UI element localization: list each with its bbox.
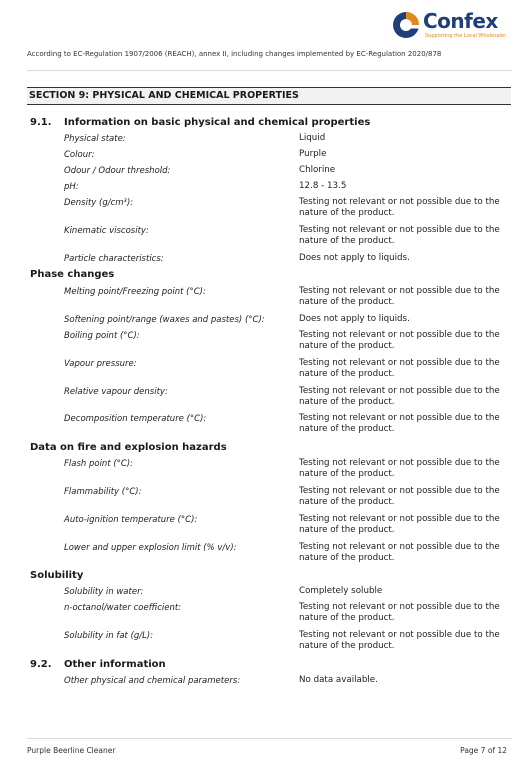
property-label: Odour / Odour threshold:	[64, 166, 171, 176]
brand-name: Confex	[423, 9, 498, 33]
property-value: Testing not relevant or not possible due to the nature of the product.	[299, 602, 500, 623]
property-label: Flammability (°C):	[64, 487, 142, 497]
property-label: Kinematic viscosity:	[64, 226, 149, 236]
subsection-title-9-2: Other information	[64, 659, 166, 670]
property-value: Testing not relevant or not possible due to the nature of the product.	[299, 225, 500, 246]
footer-divider	[27, 738, 512, 739]
property-label: n-octanol/water coefficient:	[64, 603, 182, 613]
footer-page-number: Page 7 of 12	[460, 746, 507, 755]
property-label: Decomposition temperature (°C):	[64, 414, 207, 424]
property-value: Testing not relevant or not possible due to the nature of the product.	[299, 286, 500, 307]
property-value: Testing not relevant or not possible due to the nature of the product.	[299, 413, 500, 434]
property-value: Testing not relevant or not possible due to the nature of the product.	[299, 514, 500, 535]
property-label: Boiling point (°C):	[64, 331, 140, 341]
property-value: Testing not relevant or not possible due to the nature of the product.	[299, 358, 500, 379]
property-label: Other physical and chemical parameters:	[64, 676, 241, 686]
property-label: Flash point (°C):	[64, 459, 134, 469]
subsection-title-9-1: Information on basic physical and chemical properties	[64, 117, 371, 128]
property-value: Liquid	[299, 133, 326, 143]
section-title: SECTION 9: PHYSICAL AND CHEMICAL PROPERTIES	[27, 87, 511, 105]
property-label: Softening point/range (waxes and pastes) (°C):	[64, 315, 265, 325]
property-value: Testing not relevant or not possible due to the nature of the product.	[299, 486, 500, 507]
property-value: Testing not relevant or not possible due to the nature of the product.	[299, 542, 500, 563]
property-value: Testing not relevant or not possible due to the nature of the product.	[299, 630, 500, 651]
property-label: Lower and upper explosion limit (% v/v):	[64, 543, 237, 553]
property-value: No data available.	[299, 675, 378, 685]
brand-tagline: Supporting the Local Wholesaler	[425, 33, 507, 39]
property-value: Testing not relevant or not possible due to the nature of the product.	[299, 197, 500, 218]
subsection-number-9-1: 9.1.	[30, 117, 52, 128]
property-value: 12.8 - 13.5	[299, 181, 347, 191]
property-value: Purple	[299, 149, 327, 159]
regulation-note: According to EC-Regulation 1907/2006 (REACH), annex II, including changes implemented by EC-Regulation 2020/878	[27, 50, 442, 58]
group-title-phase-changes: Phase changes	[30, 269, 115, 280]
property-value: Does not apply to liquids.	[299, 253, 410, 263]
property-label: Vapour pressure:	[64, 359, 137, 369]
property-value: Chlorine	[299, 165, 336, 175]
brand-logo	[392, 9, 512, 43]
property-label: Relative vapour density:	[64, 387, 168, 397]
property-label: Solubility in water:	[64, 587, 144, 597]
property-label: Density (g/cm³):	[64, 198, 134, 208]
property-value: Testing not relevant or not possible due to the nature of the product.	[299, 330, 500, 351]
subsection-number-9-2: 9.2.	[30, 659, 52, 670]
property-label: Solubility in fat (g/L):	[64, 631, 154, 641]
property-value: Does not apply to liquids.	[299, 314, 410, 324]
property-value: Testing not relevant or not possible due to the nature of the product.	[299, 458, 500, 479]
group-title-fire-explosion: Data on fire and explosion hazards	[30, 442, 227, 453]
property-label: Particle characteristics:	[64, 254, 164, 264]
group-title-solubility: Solubility	[30, 570, 84, 581]
property-label: Colour:	[64, 150, 95, 160]
footer-product-name: Purple Beerline Cleaner	[27, 746, 116, 755]
property-label: Auto-ignition temperature (°C):	[64, 515, 198, 525]
property-label: Melting point/Freezing point (°C):	[64, 287, 206, 297]
header-divider	[27, 70, 512, 71]
property-label: Physical state:	[64, 134, 126, 144]
property-label: pH:	[64, 182, 79, 192]
confex-c-icon	[392, 11, 420, 39]
property-value: Completely soluble	[299, 586, 383, 596]
property-value: Testing not relevant or not possible due to the nature of the product.	[299, 386, 500, 407]
